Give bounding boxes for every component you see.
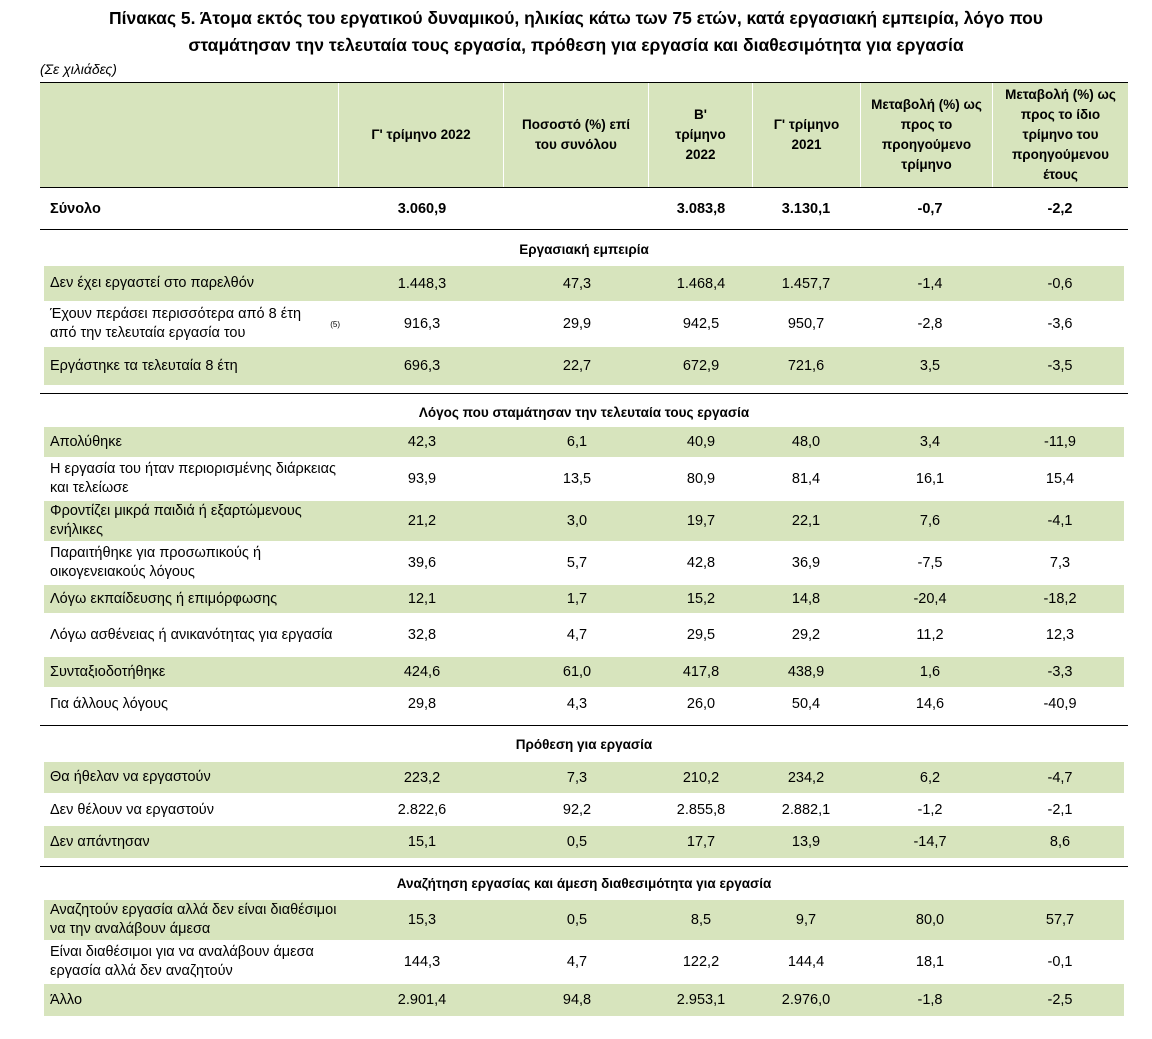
row-value: 1.448,3	[397, 275, 447, 292]
row-label	[50, 501, 340, 541]
row-value: -40,9	[1043, 696, 1077, 712]
row-value: 8,5	[690, 912, 712, 928]
table-row	[44, 795, 1124, 825]
row-label-text: Δεν απάντησαν	[50, 833, 150, 850]
row-label-text: Παραιτήθηκε για προσωπικούς ή οικογενειακούς λόγους	[50, 545, 262, 580]
row-label-text: Λόγω ασθένειας ή ανικανότητας για εργασία	[50, 626, 333, 643]
header-col-text: Γ' τρίμηνο 2021	[773, 117, 840, 152]
table-title-line2: σταμάτησαν την τελευταία τους εργασία, πρόθεση για εργασία και διαθεσιμότητα για εργασία	[188, 35, 964, 55]
row-value: 11,2	[916, 627, 944, 643]
row-value: 14,6	[915, 696, 945, 712]
row-value: 7,3	[566, 769, 588, 786]
row-value: 16,1	[915, 471, 945, 487]
row-value: -18,2	[1043, 591, 1077, 607]
row-label	[50, 689, 340, 719]
row-value: 438,9	[787, 664, 825, 680]
table-row	[44, 900, 1124, 940]
row-label	[50, 303, 340, 345]
row-value: -1,8	[917, 992, 943, 1008]
row-value: 29,9	[562, 316, 592, 332]
row-value: 3.130,1	[781, 201, 831, 217]
section-rule	[40, 393, 1128, 394]
row-value: 424,6	[403, 664, 441, 680]
row-value: 22,7	[562, 358, 592, 374]
table-title-line1: Πίνακας 5. Άτομα εκτός του εργατικού δυναμικού, ηλικίας κάτω των 75 ετών, κατά εργασιακή εμπειρία, λόγο που	[109, 8, 1043, 28]
section-title: Αναζήτηση εργασίας και άμεση διαθεσιμότητα για εργασία	[396, 876, 772, 891]
row-label-text: Είναι διαθέσιμοι για να αναλάβουν άμεσα εργασία αλλά δεν αναζητούν	[50, 944, 314, 979]
table-row	[44, 501, 1124, 541]
row-value: 3,0	[566, 513, 588, 529]
header-col-text: Μεταβολή (%) ως προς το ίδιο τρίμηνο του προηγούμενου έτους	[1005, 87, 1116, 182]
header-rule	[40, 187, 1128, 188]
row-value: 3,5	[919, 358, 941, 374]
row-value: 7,3	[1049, 555, 1071, 571]
table-row	[44, 347, 1124, 385]
row-label-text: Συνταξιοδοτήθηκε	[50, 663, 166, 680]
table-row	[44, 689, 1124, 719]
row-value: 0,5	[566, 912, 588, 928]
row-label-text: Άλλο	[50, 991, 83, 1008]
row-label	[50, 900, 340, 940]
row-value: 2.855,8	[676, 802, 726, 818]
table-row	[44, 303, 1124, 345]
unit-note: (Σε χιλιάδες)	[40, 61, 117, 77]
table-row	[44, 427, 1124, 457]
row-value: 17,7	[686, 834, 716, 850]
row-value: 15,3	[407, 912, 437, 928]
row-label-text: Φροντίζει μικρά παιδιά ή εξαρτώμενους ενήλικες	[50, 503, 302, 538]
table-row	[44, 543, 1124, 583]
table-row	[44, 657, 1124, 687]
row-label	[50, 459, 340, 499]
row-value: 234,2	[787, 769, 825, 786]
row-value: 29,8	[407, 696, 437, 712]
row-label-text: Λόγω εκπαίδευσης ή επιμόρφωσης	[50, 590, 278, 607]
row-value: 2.822,6	[397, 802, 447, 818]
row-label	[50, 615, 340, 655]
row-value: 19,7	[686, 513, 716, 529]
row-value: -2,1	[1047, 802, 1073, 818]
row-value: 29,5	[686, 627, 716, 643]
row-value: 57,7	[1045, 912, 1075, 928]
row-value: 2.953,1	[676, 992, 726, 1008]
table-row	[44, 459, 1124, 499]
header-col-text: Β' τρίμηνο 2022	[675, 107, 726, 162]
row-label	[50, 984, 340, 1016]
row-value: 5,7	[566, 555, 588, 571]
row-value: 1,7	[566, 591, 588, 607]
row-value: 6,1	[566, 434, 588, 450]
row-value: -3,3	[1047, 664, 1073, 680]
row-value: 4,7	[566, 954, 588, 970]
row-value: 3.083,8	[676, 201, 726, 217]
table-title	[0, 5, 1152, 59]
row-value: 3,4	[919, 434, 941, 450]
section-rule	[40, 725, 1128, 726]
row-value: -3,6	[1047, 316, 1073, 332]
row-value: -11,9	[1044, 434, 1076, 450]
row-value: 942,5	[682, 316, 720, 332]
row-value: 4,3	[566, 696, 588, 712]
table-row	[44, 615, 1124, 655]
header-col-text: Μεταβολή (%) ως προς το προηγούμενο τρίμηνο	[871, 97, 982, 172]
row-value: 916,3	[403, 316, 441, 332]
row-value: 223,2	[403, 769, 441, 786]
table-row	[44, 266, 1124, 301]
header-col-text: Γ' τρίμηνο 2022	[371, 127, 471, 142]
row-label-text: Σύνολο	[50, 200, 101, 217]
row-value: 94,8	[562, 992, 592, 1008]
row-label	[50, 427, 340, 457]
row-value: 29,2	[791, 627, 821, 643]
row-value: 32,8	[407, 627, 437, 643]
row-value: 950,7	[787, 316, 825, 332]
row-value: 15,4	[1045, 471, 1075, 487]
row-value: 0,5	[566, 834, 588, 850]
row-value: 80,9	[686, 471, 716, 487]
row-label	[50, 543, 340, 583]
row-value: 417,8	[682, 664, 720, 680]
row-value: -1,4	[917, 275, 943, 292]
row-value: 7,6	[919, 513, 941, 529]
row-value: 9,7	[795, 912, 817, 928]
row-value: 92,2	[562, 802, 592, 818]
table-row	[44, 984, 1124, 1016]
row-value: 48,0	[791, 434, 821, 450]
row-value: 15,1	[407, 834, 437, 850]
row-value: 122,2	[682, 954, 720, 970]
row-value: 672,9	[682, 358, 720, 374]
row-label-text: Έχουν περάσει περισσότερα από 8 έτη από την τελευταία εργασία του	[50, 306, 302, 341]
header-col-q3-2022	[338, 83, 503, 187]
row-value: 81,4	[791, 471, 821, 487]
row-label	[50, 762, 340, 793]
row-label	[50, 942, 340, 982]
row-label-text: Αναζητούν εργασία αλλά δεν είναι διαθέσιμοι να την αναλάβουν άμεσα	[50, 902, 337, 937]
row-value: 144,4	[787, 954, 825, 970]
section-title: Εργασιακή εμπειρία	[519, 242, 649, 257]
row-value: 42,3	[407, 434, 437, 450]
header-col-q2-2022	[648, 83, 752, 187]
row-label	[50, 195, 340, 223]
row-label	[50, 266, 340, 301]
row-label-text: Εργάστηκε τα τελευταία 8 έτη	[50, 357, 238, 374]
row-value: 21,2	[407, 513, 437, 529]
row-value: 4,7	[566, 627, 588, 643]
section-title: Πρόθεση για εργασία	[515, 737, 653, 752]
row-value: 2.901,4	[397, 992, 447, 1008]
row-label-text: Απολύθηκε	[50, 433, 122, 450]
header-label-cell	[40, 83, 338, 187]
row-value: -14,7	[913, 834, 947, 850]
header-col-change-quarter	[860, 83, 992, 187]
row-label-text: Δεν έχει εργαστεί στο παρελθόν	[50, 275, 255, 291]
row-value: -7,5	[917, 555, 943, 571]
row-label	[50, 795, 340, 825]
row-label-text: Η εργασία του ήταν περιορισμένης διάρκειας και τελείωσε	[50, 461, 337, 496]
row-value: 22,1	[791, 513, 821, 529]
row-value: 47,3	[562, 275, 592, 292]
row-value: 61,0	[562, 664, 592, 680]
row-value: 3.060,9	[397, 201, 447, 217]
section-title: Λόγος που σταμάτησαν την τελευταία τους εργασία	[418, 405, 750, 420]
row-value: 721,6	[787, 358, 825, 374]
row-label-text: Για άλλους λόγους	[50, 695, 168, 712]
row-value: 26,0	[686, 696, 716, 712]
header-col-share	[503, 83, 648, 187]
row-value: -0,7	[917, 201, 943, 217]
footnote-ref: (5)	[330, 319, 340, 329]
row-value: 18,1	[915, 954, 945, 970]
row-value: 1,6	[919, 664, 941, 680]
row-value: 15,2	[686, 591, 716, 607]
row-value: 50,4	[791, 696, 821, 712]
row-value: 36,9	[791, 555, 821, 571]
row-value: -4,1	[1047, 513, 1073, 529]
header-col-q3-2021	[752, 83, 860, 187]
row-value: 93,9	[407, 471, 437, 487]
table-row	[44, 762, 1124, 793]
row-label-text: Θα ήθελαν να εργαστούν	[50, 769, 211, 785]
row-value: 13,9	[791, 834, 821, 850]
row-value: 1.468,4	[676, 275, 726, 292]
row-label-text: Δεν θέλουν να εργαστούν	[50, 801, 214, 818]
row-value: 6,2	[919, 769, 941, 786]
row-label	[50, 585, 340, 613]
row-value: -2,8	[917, 316, 943, 332]
table-row	[44, 942, 1124, 982]
row-value: -0,1	[1047, 954, 1073, 970]
row-value: -20,4	[913, 591, 947, 607]
header-col-change-year	[992, 83, 1128, 187]
row-value: 8,6	[1049, 834, 1071, 850]
section-rule	[40, 866, 1128, 867]
table-row	[44, 585, 1124, 613]
row-label	[50, 826, 340, 858]
row-value: 40,9	[686, 434, 716, 450]
row-value: -4,7	[1047, 769, 1073, 786]
row-value: 13,5	[562, 471, 592, 487]
row-value: -3,5	[1047, 358, 1073, 374]
row-value: -2,2	[1047, 201, 1073, 217]
table-row	[44, 195, 1124, 223]
row-value: 1.457,7	[781, 275, 831, 292]
row-value: 210,2	[682, 769, 720, 786]
row-value: 2.882,1	[781, 802, 831, 818]
row-value: -2,5	[1047, 992, 1073, 1008]
row-value: 12,1	[407, 591, 437, 607]
row-value: 144,3	[403, 954, 441, 970]
row-label	[50, 347, 340, 385]
row-value: -0,6	[1047, 275, 1073, 292]
header-col-text: Ποσοστό (%) επί του συνόλου	[522, 117, 630, 152]
row-label	[50, 657, 340, 687]
row-value	[517, 195, 637, 223]
row-value: 80,0	[915, 912, 945, 928]
row-value: 2.976,0	[781, 992, 831, 1008]
table-row	[44, 826, 1124, 858]
row-value: 42,8	[686, 555, 716, 571]
row-value: 39,6	[407, 555, 437, 571]
section-rule	[40, 229, 1128, 230]
row-value: 696,3	[403, 358, 441, 374]
row-value: 14,8	[791, 591, 821, 607]
row-value: 12,3	[1045, 627, 1075, 643]
row-value: -1,2	[917, 802, 943, 818]
